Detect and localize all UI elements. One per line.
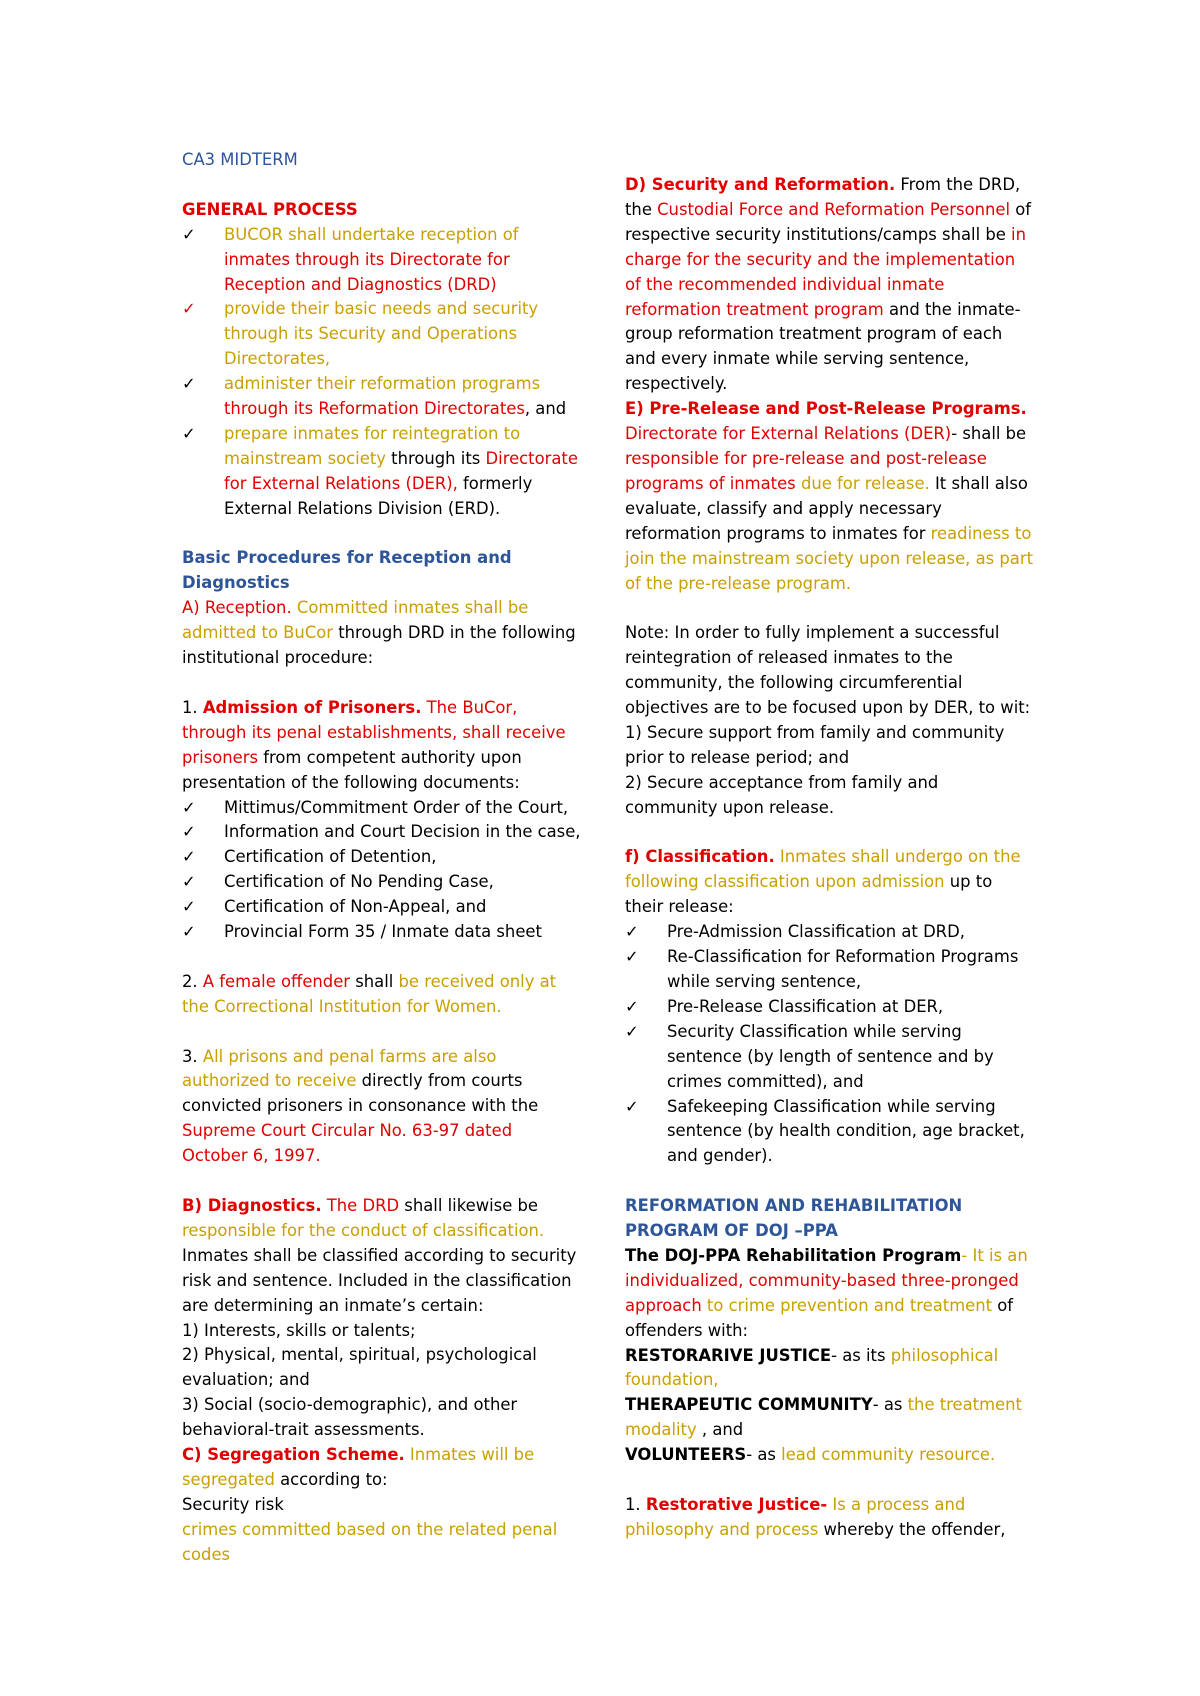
list-item: ✓ Certification of Detention,	[182, 845, 582, 870]
therapeutic-community-line: THERAPEUTIC COMMUNITY- as the treatment modality , and	[625, 1395, 1022, 1440]
checkmark-icon: ✓	[182, 299, 196, 319]
note-item: 2) Secure acceptance from family and community upon release.	[625, 772, 939, 817]
list-item: ✓ Pre-Release Classification at DER,	[625, 995, 1035, 1020]
diagnostics-paragraph: B) Diagnostics. The DRD shall likewise be responsible for the conduct of classification. Inmates shall be classified according to security risk and sentence. Included in the classification are determining an inmate’s certain:	[182, 1195, 577, 1315]
list-item: ✓ Pre-Admission Classification at DRD,	[625, 920, 1035, 945]
checkmark-icon: ✓	[182, 797, 196, 817]
checkmark-icon: ✓	[625, 1021, 639, 1041]
list-item: ✓ Information and Court Decision in the case,	[182, 820, 582, 845]
left-column	[182, 148, 582, 1568]
list-item: ✓ Certification of No Pending Case,	[182, 870, 582, 895]
segregation-line: Security risk	[182, 1494, 284, 1514]
checkmark-icon: ✓	[182, 847, 196, 867]
checkmark-icon: ✓	[182, 224, 196, 244]
pre-release-paragraph: E) Pre-Release and Post-Release Programs. Directorate for External Relations (DER)- shall be responsible for pre-release and post-release programs of inmates due for release. It shall also evaluate, classify and apply necessary reformation programs to inmates for readiness to join the mainstream society upon release, as part of the pre-release program.	[625, 399, 1034, 593]
list-item: ✓ administer their reformation programs through its Reformation Directorates, and	[182, 374, 567, 419]
segregation-line: crimes committed based on the related penal codes	[182, 1519, 558, 1564]
restorative-justice-line: RESTORARIVE JUSTICE- as its philosophical foundation,	[625, 1345, 999, 1390]
list-item: ✓ prepare inmates for reintegration to mainstream society through its Directorate for External Relations (DER), formerly External Relations Division (ERD).	[182, 423, 578, 518]
list-item: ✓ BUCOR shall undertake reception of inmates through its Directorate for Reception and Diagnostics (DRD)	[182, 224, 519, 294]
doj-ppa-paragraph: The DOJ-PPA Rehabilitation Program- It is an individualized, community-based three-pronged approach to crime prevention and treatment of offenders with:	[625, 1245, 1028, 1340]
segregation-paragraph: C) Segregation Scheme. Inmates will be segregated according to:	[182, 1445, 535, 1489]
volunteers-line: VOLUNTEERS- as lead community resource.	[625, 1445, 996, 1465]
basic-procedures-heading: Basic Procedures for Reception and Diagnostics	[182, 548, 512, 593]
general-process-heading: GENERAL PROCESS	[182, 199, 358, 219]
security-reformation-paragraph: D) Security and Reformation. From the DRD, the Custodial Force and Reformation Personnel of respective security institutions/camps shall be in charge for the security and the implementation of the recommended individual inmate reformation treatment program and the inmate-group reformation treatment program of each and every inmate while serving sentence, respectively.	[625, 175, 1032, 394]
checkmark-icon: ✓	[182, 374, 196, 394]
note-paragraph: Note: In order to fully implement a successful reintegration of released inmates to the community, the following circumferential objectives are to be focused upon by DER, to wit:	[625, 623, 1031, 718]
checkmark-icon: ✓	[625, 922, 639, 942]
checkmark-icon: ✓	[182, 822, 196, 842]
right-column	[625, 173, 1035, 1543]
list-item: ✓ Re-Classification for Reformation Programs while serving sentence,	[625, 947, 1019, 991]
list-item: ✓ Certification of Non-Appeal, and	[182, 895, 582, 920]
checkmark-icon: ✓	[625, 1096, 639, 1116]
checkmark-icon: ✓	[625, 996, 639, 1016]
admission-paragraph: 1. Admission of Prisoners. The BuCor, through its penal establishments, shall receive prisoners from competent authority upon presentation of the following documents:	[182, 697, 566, 792]
reformation-heading: REFORMATION AND REHABILITATION PROGRAM OF DOJ –PPA	[625, 1196, 963, 1241]
checkmark-icon: ✓	[182, 922, 196, 942]
checkmark-icon: ✓	[182, 872, 196, 892]
restorative-justice-paragraph: 1. Restorative Justice- Is a process and philosophy and process whereby the offender,	[625, 1494, 1006, 1539]
list-item: 2) Physical, mental, spiritual, psychological evaluation; and	[182, 1345, 537, 1390]
classification-paragraph: f) Classification. Inmates shall undergo on the following classification upon admission up to their release:	[625, 847, 1021, 917]
list-item: ✓ provide their basic needs and security through its Security and Operations Directorates,	[182, 299, 539, 369]
checkmark-icon: ✓	[625, 947, 639, 967]
reception-paragraph: A) Reception. Committed inmates shall be admitted to BuCor through DRD in the following institutional procedure:	[182, 598, 576, 668]
list-item: ✓ Mittimus/Commitment Order of the Court,	[182, 796, 582, 821]
document-title: CA3 MIDTERM	[182, 150, 298, 169]
checkmark-icon: ✓	[182, 423, 196, 443]
checkmark-icon: ✓	[182, 897, 196, 917]
prisons-paragraph: 3. All prisons and penal farms are also authorized to receive directly from courts convicted prisoners in consonance with the Supreme Court Circular No. 63-97 dated October 6, 1997.	[182, 1046, 539, 1166]
female-offender-paragraph: 2. A female offender shall be received only at the Correctional Institution for Women.	[182, 971, 557, 1016]
note-item: 1) Secure support from family and community prior to release period; and	[625, 722, 1005, 767]
list-item: 1) Interests, skills or talents;	[182, 1320, 416, 1340]
list-item: 3) Social (socio-demographic), and other behavioral-trait assessments.	[182, 1395, 518, 1440]
list-item: ✓ Security Classification while serving sentence (by length of sentence and by crimes committed), and	[625, 1021, 994, 1091]
list-item: ✓ Provincial Form 35 / Inmate data sheet	[182, 920, 582, 945]
list-item: ✓ Safekeeping Classification while serving sentence (by health condition, age bracket, and gender).	[625, 1096, 1025, 1166]
